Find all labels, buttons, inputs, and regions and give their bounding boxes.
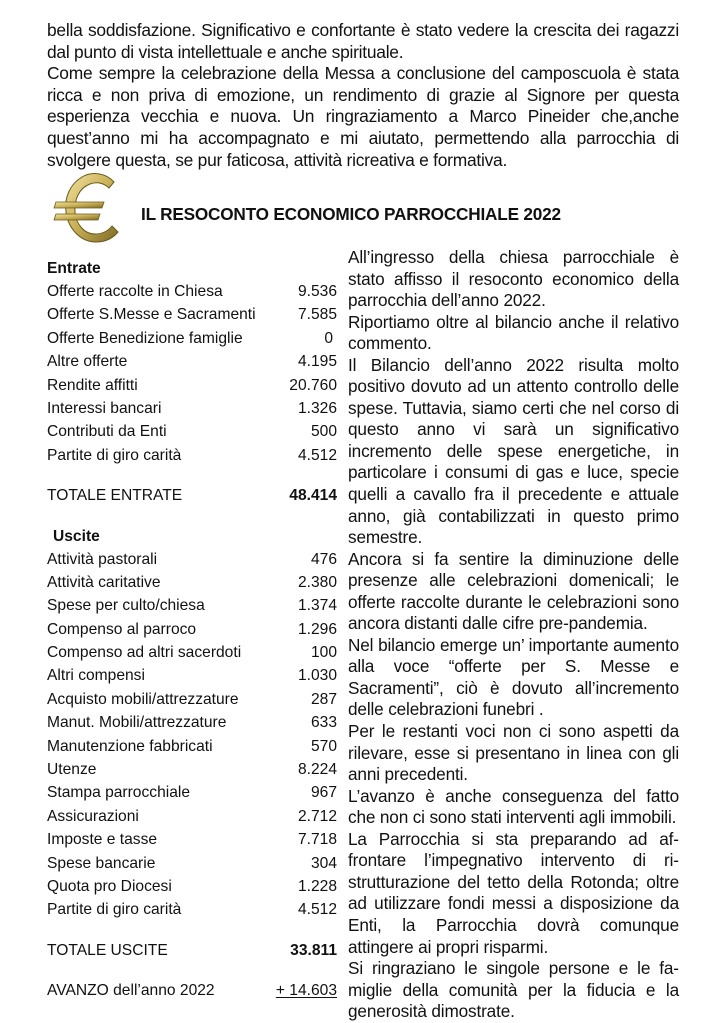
avanzo-row [47, 979, 337, 1002]
row-label: Offerte Benedizione famiglie [47, 329, 243, 347]
row-value: 287 [310, 690, 337, 708]
row-label: Offerte S.Messe e Sacramenti [47, 306, 256, 324]
table-row [47, 711, 337, 734]
row-value: 633 [310, 714, 337, 732]
row-value: 4.195 [297, 353, 337, 371]
row-value: 4.512 [297, 901, 337, 919]
row-label: Spese per culto/chiesa [47, 597, 205, 615]
table-row [47, 571, 337, 594]
row-value: 0 [324, 329, 333, 347]
table-row [47, 374, 337, 397]
commentary-paragraph: Ancora si fa sentire la diminuzione delle presenze alle celebrazioni domenicali; le offerte raccolte durante le celebrazioni sono ancora distanti dalle cifre pre-pandemia. [348, 548, 679, 634]
euro-icon [48, 168, 128, 248]
budget-table [47, 257, 337, 1003]
intro-paragraph: bella soddisfazione. Significativo e confortante è stato vedere la crescita dei ragazzi dal punto di vista intellettuale e anche spirituale. [47, 20, 679, 62]
avanzo-value: + 14.603 [275, 982, 337, 1000]
row-value: 967 [310, 784, 337, 802]
row-label: Spese bancarie [47, 854, 156, 872]
table-row [47, 875, 337, 898]
row-label: Altri compensi [47, 667, 145, 685]
table-row [47, 688, 337, 711]
table-row [47, 420, 337, 443]
row-value: 476 [310, 550, 337, 568]
table-row [47, 280, 337, 303]
table-row [47, 664, 337, 687]
row-value: 304 [310, 854, 337, 872]
row-value: 570 [310, 737, 337, 755]
table-row [47, 898, 337, 921]
total-entrate-row [47, 484, 337, 507]
row-label: Stampa parrocchiale [47, 784, 191, 802]
table-row [47, 758, 337, 781]
commentary-paragraph: Riportiamo oltre al bilancio anche il relativo commento. [348, 311, 679, 354]
total-label: TOTALE USCITE [47, 941, 168, 959]
table-row [47, 397, 337, 420]
row-label: Quota pro Diocesi [47, 877, 172, 895]
row-label: Acquisto mobili/attrezzature [47, 690, 239, 708]
intro-text [47, 20, 679, 171]
row-label: Compenso al parroco [47, 620, 197, 638]
entrate-heading: Entrate [47, 260, 101, 277]
total-label: TOTALE ENTRATE [47, 487, 183, 505]
row-label: Rendite affitti [47, 376, 138, 394]
uscite-heading: Uscite [53, 527, 100, 545]
table-row [47, 594, 337, 617]
row-value: 1.030 [297, 667, 337, 685]
total-value: 33.811 [290, 941, 337, 959]
row-label: Partite di giro carità [47, 446, 182, 464]
row-value: 20.760 [289, 376, 337, 394]
table-row [47, 350, 337, 373]
row-value: 9.536 [297, 283, 337, 300]
table-row [47, 327, 337, 350]
table-row [47, 548, 337, 571]
avanzo-label: AVANZO dell’anno 2022 [47, 982, 215, 1000]
row-value: 2.712 [297, 807, 337, 825]
row-label: Attività pastorali [47, 550, 158, 568]
table-row [47, 805, 337, 828]
table-row [47, 641, 337, 664]
row-value: 1.228 [297, 877, 337, 895]
row-label: Contributi da Enti [47, 423, 167, 441]
row-value: 2.380 [297, 573, 337, 591]
table-row [47, 828, 337, 851]
row-label: Partite di giro carità [47, 901, 182, 919]
row-value: 7.585 [297, 306, 337, 324]
commentary-paragraph: Nel bilancio emerge un’ importante aumento alla voce “offerte per S. Messe e Sacramenti”, ciò è dovuto all’incremento delle celebrazioni funebri . [348, 634, 679, 720]
row-label: Manutenzione fabbricati [47, 737, 213, 755]
row-label: Assicurazioni [47, 807, 139, 825]
commentary-paragraph: L’avanzo è anche conseguenza del fatto che non ci sono stati interventi agli immobili. [348, 785, 679, 828]
row-label: Compenso ad altri sacerdoti [47, 644, 242, 662]
row-label: Attività caritative [47, 573, 161, 591]
row-label: Imposte e tasse [47, 831, 158, 849]
row-value: 100 [310, 644, 337, 662]
table-row [47, 444, 337, 467]
table-row [47, 618, 337, 641]
commentary-paragraph: Il Bilancio dell’anno 2022 risulta molto positivo dovuto ad un attento controllo delle spese. Tuttavia, siamo certi che nel corso di questo anno vi sarà un significativo incremento delle spese energetiche, in particolare i consumi di gas e luce, specie quelli a cavallo fra il precedente e attuale anno, già contabilizzati in questo primo semestre. [348, 354, 679, 548]
page-title: IL RESOCONTO ECONOMICO PARROCCHIALE 2022 [141, 204, 561, 224]
row-value: 7.718 [297, 831, 337, 849]
row-value: 1.374 [297, 597, 337, 615]
row-value: 8.224 [297, 761, 337, 779]
table-row [47, 781, 337, 804]
total-uscite-row [47, 939, 337, 962]
commentary-column [348, 247, 679, 1023]
commentary-paragraph: La Parrocchia si sta preparando ad affrontare l’impegnativo intervento di ristrutturazione del tetto della Rotonda; oltre ad utilizzare fondi messi a disposizione da Enti, la Parrocchia dovrà comunque attingere ai propri risparmi. [348, 828, 679, 957]
table-row [47, 303, 337, 326]
row-value: 500 [310, 423, 337, 441]
row-label: Interessi bancari [47, 399, 162, 417]
intro-paragraph: Come sempre la celebrazione della Messa a conclusione del camposcuola è stata ricca e non priva di emozione, un rendimento di grazie al Signore per questa esperienza vecchia e nuova. Un ringraziamento a Marco Pineider che,anche quest’anno mi ha accompagnato e mi aiutato, permettendo alla parrocchia di svolgere questa, se pur faticosa, attività ricreativa e formativa. [47, 63, 679, 170]
commentary-paragraph: Per le restanti voci non ci sono aspetti da rilevare, esse si presentano in linea con gli anni precedenti. [348, 721, 679, 785]
row-label: Utenze [47, 761, 97, 779]
total-value: 48.414 [289, 487, 337, 505]
row-value: 1.326 [297, 399, 337, 417]
row-label: Offerte raccolte in Chiesa [47, 283, 223, 300]
row-label: Altre offerte [47, 353, 128, 371]
table-row [47, 852, 337, 875]
table-row [47, 735, 337, 758]
row-label: Manut. Mobili/attrezzature [47, 714, 227, 732]
commentary-paragraph: Si ringraziano le singole persone e le famiglie della comunità per la fiducia e la generosità dimostrate. [348, 958, 679, 1022]
commentary-paragraph: All’ingresso della chiesa parrocchiale è stato affisso il resoconto economico della parrocchia dell’anno 2022. [348, 247, 679, 311]
row-value: 4.512 [297, 446, 337, 464]
row-value: 1.296 [297, 620, 337, 638]
